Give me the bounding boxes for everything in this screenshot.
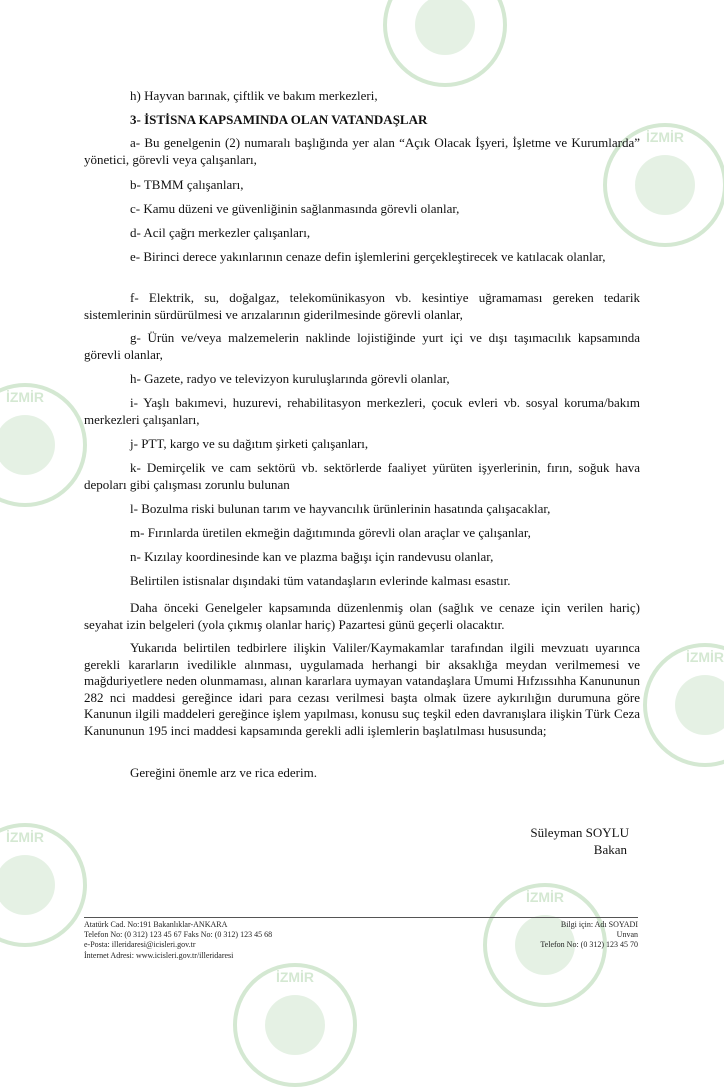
paragraph: [84, 525, 640, 542]
signature-block: [530, 825, 629, 858]
paragraph-text: e- Birinci derece yakınlarının cenaze defin işlemlerini gerçekleştirecek ve katılacak olanlar,: [130, 249, 606, 264]
paragraph: [84, 330, 640, 363]
paragraph: [84, 371, 640, 388]
paragraph: [84, 290, 640, 323]
paragraph-text: i- Yaşlı bakımevi, huzurevi, rehabilitasyon merkezleri, çocuk evleri vb. sosyal koruma/bakım merkezleri çalışanları,: [84, 395, 640, 427]
chamber-seal-watermark: [0, 820, 90, 950]
paragraph-text: l- Bozulma riski bulunan tarım ve hayvancılık ürünlerinin hasatında çalışacaklar,: [130, 501, 551, 516]
footer-info-label: Bilgi için: Adı SOYADI: [560, 920, 638, 929]
footer-website: İnternet Adresi: www.icisleri.gov.tr/illeridaresi: [84, 950, 234, 960]
paragraph-text: n- Kızılay koordinesinde kan ve plazma bağışı için randevusu olanlar,: [130, 549, 494, 564]
footer-phone-fax: Telefon No: (0 312) 123 45 67 Faks No: (0 312) 123 45 68: [84, 930, 273, 940]
chamber-seal-watermark: [380, 0, 510, 90]
signatory-name: Süleyman SOYLU: [530, 825, 629, 840]
footer-contact: [84, 920, 272, 961]
paragraph: [84, 573, 640, 590]
paragraph: [84, 436, 640, 453]
paragraph-text: d- Acil çağrı merkezler çalışanları,: [130, 225, 311, 240]
paragraph: [84, 225, 640, 242]
paragraph: [84, 640, 640, 739]
paragraph-text: m- Fırınlarda üretilen ekmeğin dağıtımında görevli olan araçlar ve çalışanlar,: [130, 525, 531, 540]
paragraph-text: Daha önceki Genelgeler kapsamında düzenlenmiş olan (sağlık ve cenaze için verilen hariç) seyahat izin belgeleri (yola çıkmış olanlar hariç) Pazartesi günü geçerli olacaktır.: [84, 600, 640, 632]
paragraph: [84, 201, 640, 218]
svg-text:İZMİR: İZMİR: [5, 389, 45, 405]
paragraph-text: Gereğini önemle arz ve rica ederim.: [130, 765, 317, 780]
footer-info: [540, 920, 638, 951]
paragraph-text: b- TBMM çalışanları,: [130, 177, 244, 192]
footer-email: e-Posta: illeridaresi@icisleri.gov.tr: [84, 940, 196, 950]
svg-text:İZMİR: İZMİR: [685, 649, 724, 665]
footer-info-phone: Telefon No: (0 312) 123 45 70: [540, 940, 638, 950]
chamber-seal-watermark: [640, 640, 724, 770]
paragraph-text: Belirtilen istisnalar dışındaki tüm vatandaşların evlerinde kalması esastır.: [130, 573, 511, 588]
paragraph-text: c- Kamu düzeni ve güvenliğinin sağlanmasında görevli olanlar,: [130, 201, 460, 216]
chamber-seal-watermark: [230, 960, 360, 1090]
paragraph: [84, 765, 640, 782]
chamber-seal-watermark: [0, 380, 90, 510]
paragraph: [84, 135, 640, 168]
paragraph-text: f- Elektrik, su, doğalgaz, telekomünikasyon vb. kesintiye uğramaması gereken tedarik sistemlerinin sürdürülmesi ve arızalarının giderilmesinde görevli olanlar,: [84, 290, 640, 322]
paragraph: [84, 460, 640, 493]
svg-text:İZMİR: İZMİR: [275, 969, 315, 985]
paragraph: [84, 395, 640, 428]
paragraph: [84, 88, 640, 105]
footer-address: Atatürk Cad. No:191 Bakanlıklar-ANKARA: [84, 920, 228, 929]
svg-text:İZMİR: İZMİR: [5, 829, 45, 845]
paragraph-text: k- Demirçelik ve cam sektörü vb. sektörlerde faaliyet yürüten işyerlerinin, fırın, soğuk hava depoları gibi çalışması zorunlu bulunan: [84, 460, 640, 492]
paragraph: [84, 501, 640, 518]
paragraph-text: j- PTT, kargo ve su dağıtım şirketi çalışanları,: [130, 436, 369, 451]
svg-text:İZMİR: İZMİR: [645, 129, 685, 145]
paragraph-text: h) Hayvan barınak, çiftlik ve bakım merkezleri,: [130, 88, 378, 103]
section-heading: [84, 112, 640, 129]
svg-text:İZMİR: İZMİR: [525, 889, 565, 905]
paragraph-text: a- Bu genelgenin (2) numaralı başlığında yer alan “Açık Olacak İşyeri, İşletme ve Kurumlarda” yönetici, görevli veya çalışanları,: [84, 135, 640, 167]
footer-divider: [84, 917, 638, 918]
paragraph-text: h- Gazete, radyo ve televizyon kuruluşlarında görevli olanlar,: [130, 371, 450, 386]
paragraph: [84, 600, 640, 633]
paragraph: [84, 177, 640, 194]
paragraph-text: g- Ürün ve/veya malzemelerin naklinde lojistiğinde yurt içi ve dışı taşımacılık kapsamında görevli olanlar,: [84, 330, 640, 362]
section-heading-text: 3- İSTİSNA KAPSAMINDA OLAN VATANDAŞLAR: [130, 112, 428, 127]
paragraph-text: Yukarıda belirtilen tedbirlere ilişkin Valiler/Kaymakamlar tarafından ilgili mevzuatı uyarınca gerekli kararların ivedilikle alınması, uygulamada herhangi bir aksaklığa meydan verilmemesi ve mağduriyetlere neden olunmaması, alınan kararlara uymayan vatandaşlara Umumi Hıfzıssıhha Kanununun 282 nci maddesi gereğince idari para cezası verilmesi başta olmak üzere aykırılığın durumuna göre Kanunun ilgili maddeleri gereğince işlem yapılması, konusu suç teşkil eden davranışlara ilişkin Türk Ceza Kanununun 195 inci maddesi kapsamında gerekli adli işlemlerin başlatılması hususunda;: [84, 640, 640, 738]
paragraph: [84, 549, 640, 566]
signatory-title: Bakan: [593, 841, 627, 857]
footer-unvan: Unvan: [616, 930, 638, 940]
paragraph: [84, 249, 640, 266]
